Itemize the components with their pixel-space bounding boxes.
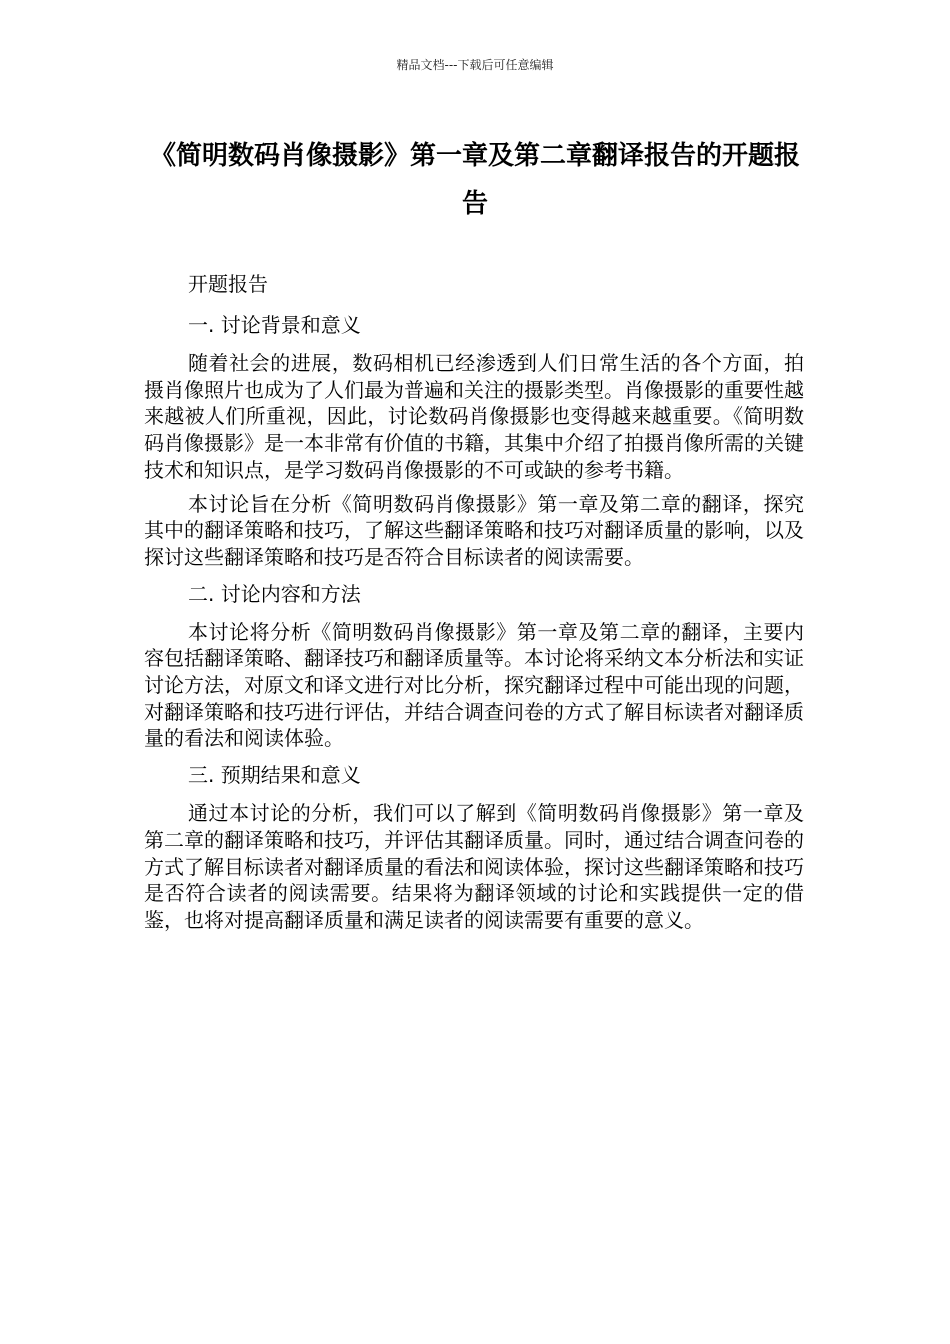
section-3-paragraph-1: 通过本讨论的分析，我们可以了解到《简明数码肖像摄影》第一章及第二章的翻译策略和技巧，并评估其翻译质量。同时，通过结合调查问卷的方式了解目标读者对翻译质量的看法和阅读体验，探讨这些翻译策略和技巧是否符合读者的阅读需要。结果将为翻译领域的讨论和实践提供一定的借鉴，也将对提高翻译质量和满足读者的阅读需要有重要的意义。	[144, 801, 804, 932]
section-1-paragraph-2: 本讨论旨在分析《简明数码肖像摄影》第一章及第二章的翻译，探究其中的翻译策略和技巧，了解这些翻译策略和技巧对翻译质量的影响，以及探讨这些翻译策略和技巧是否符合目标读者的阅读需要。	[144, 491, 804, 569]
section-1-heading: 一. 讨论背景和意义	[188, 313, 361, 337]
document-body	[144, 268, 804, 941]
document-title: 《简明数码肖像摄影》第一章及第二章翻译报告的开题报告	[149, 141, 800, 219]
section-2-heading: 二. 讨论内容和方法	[188, 581, 361, 606]
header-note: 精品文档---下载后可任意编辑	[396, 58, 554, 72]
section-2-paragraph-1: 本讨论将分析《简明数码肖像摄影》第一章及第二章的翻译，主要内容包括翻译策略、翻译技巧和翻译质量等。本讨论将采纳文本分析法和实证讨论方法，对原文和译文进行对比分析，探究翻译过程中可能出现的问题，对翻译策略和技巧进行评估，并结合调查问卷的方式了解目标读者对翻译质量的看法和阅读体验。	[144, 619, 804, 751]
report-label: 开题报告	[188, 272, 268, 296]
section-3-heading: 三. 预期结果和意义	[188, 763, 361, 788]
section-1-paragraph-1: 随着社会的进展，数码相机已经渗透到人们日常生活的各个方面，拍摄肖像照片也成为了人们最为普遍和关注的摄影类型。肖像摄影的重要性越来越被人们所重视，因此，讨论数码肖像摄影也变得越来越重要。《简明数码肖像摄影》是一本非常有价值的书籍，其集中介绍了拍摄肖像所需的关键技术和知识点，是学习数码肖像摄影的不可或缺的参考书籍。	[144, 351, 804, 482]
